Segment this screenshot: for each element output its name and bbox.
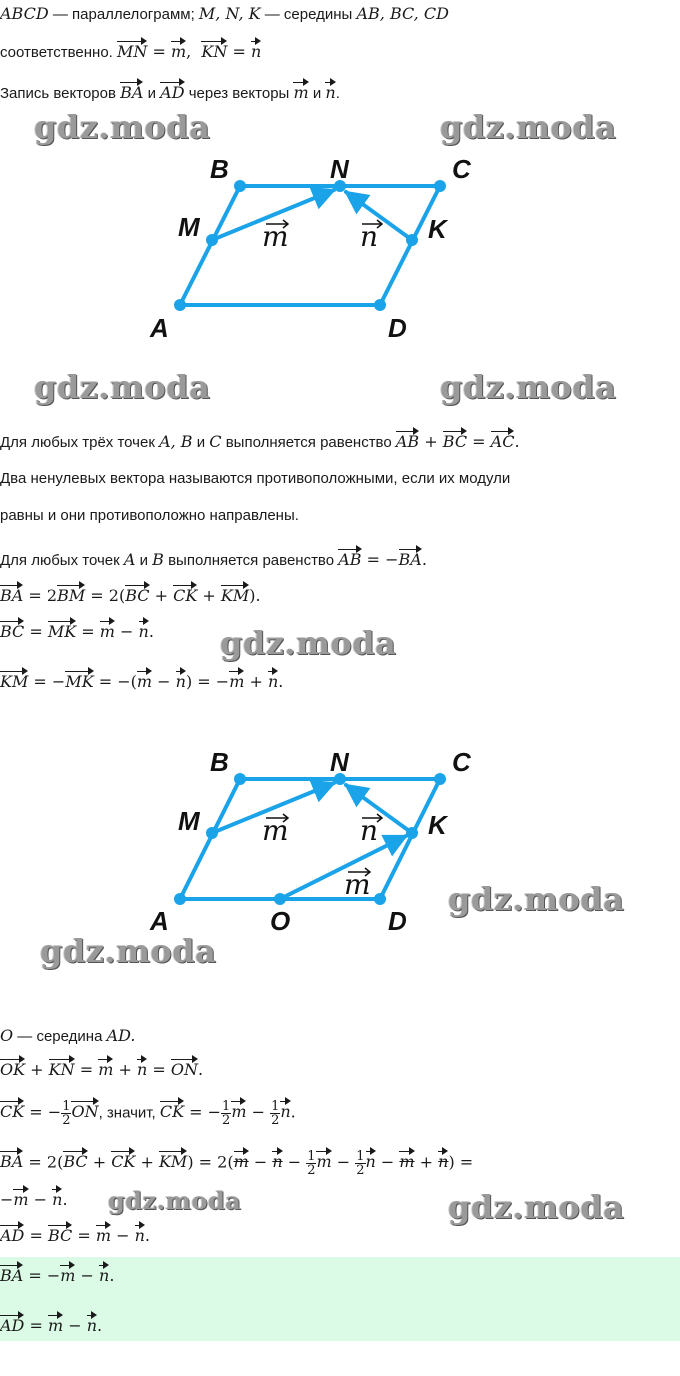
watermark: gdz.moda — [220, 624, 397, 662]
fraction-half: $\frac{1}{2}$ — [62, 1099, 71, 1128]
derivation-2-line-5: AD = BC = m − n. — [0, 1226, 150, 1245]
label-vec-m: m — [262, 814, 289, 847]
derivation-2-line-1: OK + KN = m + n = ON. — [0, 1060, 204, 1079]
task-vec-n: n — [325, 83, 336, 102]
derivation-2-line-3: BA = 2(BC + CK + KM) = 2(m − n − $\frac{1}{2}$ m − $\frac{1}{2}$ n − m + n) = — [0, 1149, 474, 1178]
point-o — [274, 893, 286, 905]
points-mid: выполняется равенство — [163, 552, 339, 569]
derivation-2-line-2: CK = − $\frac{1}{2}$ ON, значит, CK = − $\frac{1}{2}$ m − $\frac{1}{2}$ n. — [0, 1099, 296, 1128]
points-and: и — [135, 552, 153, 569]
label-a: A — [150, 906, 169, 936]
o-ad: AD. — [106, 1026, 136, 1045]
task-and: и — [143, 85, 161, 102]
o-midpoint-line — [0, 1026, 136, 1045]
vec-mn: MN — [117, 42, 148, 61]
point-d — [374, 893, 386, 905]
point-k — [406, 827, 418, 839]
point-c — [434, 180, 446, 192]
label-vec-m-2: m — [344, 868, 371, 901]
label-o: O — [270, 906, 291, 936]
task-and-2: и — [308, 85, 326, 102]
parallelogram-shape — [180, 186, 440, 305]
vec-kn: KN — [201, 42, 228, 61]
answer-ba: BA = −m − n. — [0, 1266, 115, 1285]
triangle-prefix: Для любых трёх точек — [0, 434, 160, 451]
point-a — [174, 299, 186, 311]
label-k: K — [428, 214, 447, 244]
points-a: A — [123, 550, 136, 569]
vec-m: m — [170, 42, 187, 61]
parallelogram-text: — параллелограмм; — [48, 6, 199, 23]
watermark: gdz.moda — [108, 1186, 242, 1215]
label-b: B — [210, 747, 229, 777]
znachit-text: , значит, — [98, 1104, 160, 1122]
label-vec-n: n — [360, 814, 379, 847]
o-midpoint-text: — середина — [13, 1028, 107, 1045]
label-n: N — [330, 747, 349, 777]
vector-ok-arrow — [280, 836, 406, 899]
label-d: D — [388, 313, 407, 343]
derivation-1-line-2: BC = MK = m − n. — [0, 622, 154, 641]
watermark: gdz.moda — [40, 932, 217, 970]
label-vec-n: n — [360, 220, 379, 253]
watermark: gdz.moda — [440, 108, 617, 146]
point-c — [434, 773, 446, 785]
task-vec-ba: BA — [120, 83, 144, 102]
sides-names: AB, BC, CD — [356, 4, 449, 23]
point-d — [374, 299, 386, 311]
given-line-2: соответственно. MN = m, KN = n — [0, 42, 262, 61]
o-label: O — [0, 1026, 14, 1045]
derivation-1-line-1: BA = 2BM = 2(BC + CK + KM). — [0, 586, 261, 605]
answer-ad: AD = m − n. — [0, 1316, 103, 1335]
triangle-rule: Для любых трёх точек A, B и C выполняется равенство AB + BC = AC. — [0, 432, 520, 451]
label-m: M — [178, 806, 200, 836]
task-prefix: Запись векторов — [0, 85, 121, 102]
vec-n: n — [250, 42, 262, 61]
abcd-label: ABCD — [0, 4, 49, 23]
respectively-text: соответственно. — [0, 44, 117, 61]
midpoints-text: — середины — [260, 6, 357, 23]
parallelogram-figure-1 — [0, 140, 680, 350]
label-m: M — [178, 212, 200, 242]
points-rule: Для любых точек A и B выполняется равенство AB = −BA. — [0, 550, 427, 569]
label-k: K — [428, 810, 447, 840]
points-prefix: Для любых точек — [0, 552, 124, 569]
label-c: C — [452, 747, 471, 777]
derivation-2-line-4: −m − n. — [0, 1190, 68, 1209]
label-vec-m: m — [262, 220, 289, 253]
point-m — [206, 234, 218, 246]
task-line — [0, 83, 340, 102]
triangle-mid: выполняется равенство — [221, 434, 396, 451]
watermark: gdz.moda — [34, 108, 211, 146]
point-k — [406, 234, 418, 246]
watermark: gdz.moda — [440, 368, 617, 406]
label-n: N — [330, 154, 349, 184]
vector-n-arrow — [346, 785, 412, 833]
derivation-1-line-3: KM = −MK = −(m − n) = −m + n. — [0, 672, 284, 691]
triangle-c: C — [209, 432, 222, 451]
label-d: D — [388, 906, 407, 936]
watermark: gdz.moda — [448, 1188, 625, 1226]
task-end: . — [335, 85, 340, 102]
vector-n-arrow — [346, 192, 412, 240]
watermark: gdz.moda — [448, 880, 625, 918]
label-c: C — [452, 154, 471, 184]
point-b — [234, 773, 246, 785]
triangle-and: и — [192, 434, 210, 451]
label-b: B — [210, 154, 229, 184]
midpoints-names: M, N, K — [198, 4, 261, 23]
given-line-1 — [0, 4, 449, 23]
triangle-points: A, B — [159, 432, 193, 451]
point-m — [206, 827, 218, 839]
task-vec-ad: AD — [160, 83, 185, 102]
opposite-line-1: Два ненулевых вектора называются противоположными, если их модули — [0, 470, 511, 487]
watermark: gdz.moda — [34, 368, 211, 406]
label-a: A — [150, 313, 169, 343]
task-middle: через векторы — [184, 85, 294, 102]
task-vec-m: m — [293, 83, 309, 102]
vec-on: ON — [71, 1102, 99, 1122]
point-b — [234, 180, 246, 192]
opposite-line-2: равны и они противоположно направлены. — [0, 507, 299, 524]
points-b: B — [152, 550, 164, 569]
point-a — [174, 893, 186, 905]
